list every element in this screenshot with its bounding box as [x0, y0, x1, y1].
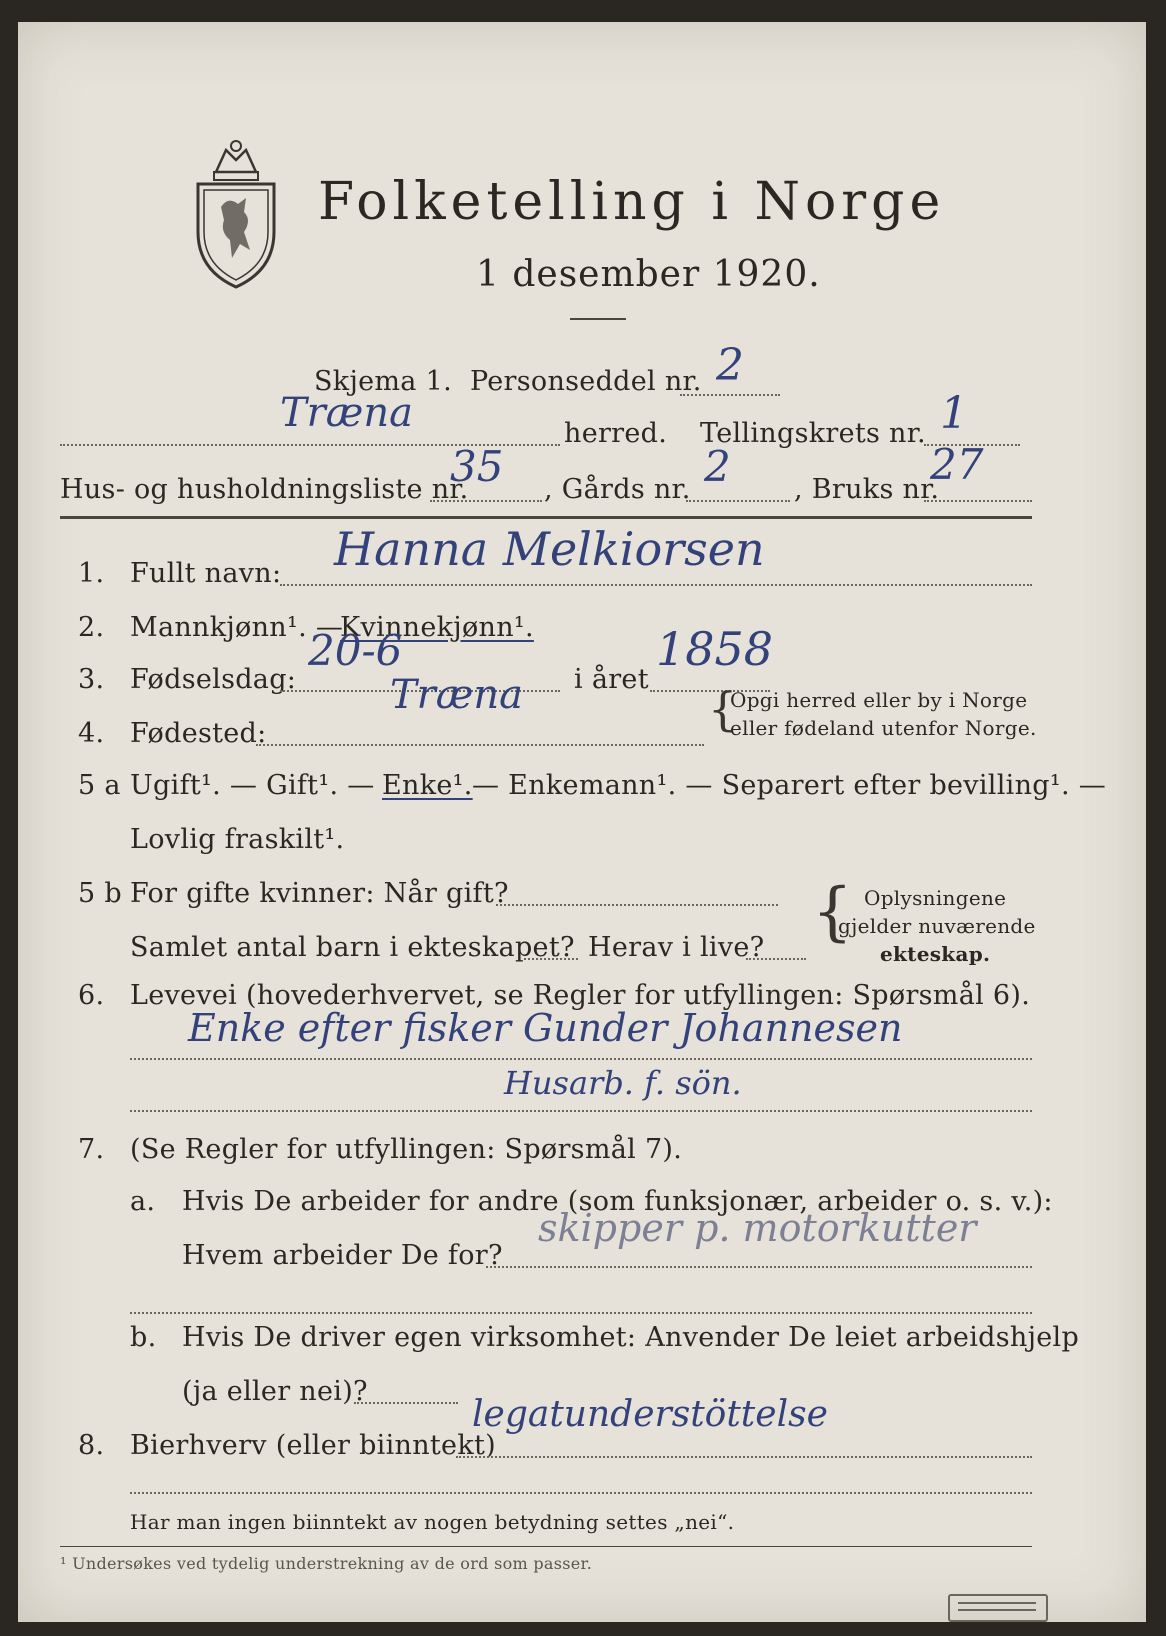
q5b-label-married: For gifte kvinner: Når gift?: [130, 878, 509, 909]
bruks-value[interactable]: 27: [930, 440, 984, 489]
q7b-label-yesno: (ja eller nei)?: [182, 1376, 368, 1407]
occupation-value-1[interactable]: Enke efter fisker Gunder Johannesen: [188, 1006, 903, 1050]
employer-value[interactable]: skipper p. motorkutter: [538, 1206, 977, 1250]
q7b-line: [354, 1402, 458, 1404]
hus-line: [430, 500, 542, 502]
q7a-letter: a.: [130, 1186, 156, 1217]
marital-options-2[interactable]: — Enkemann¹. — Separert efter bevilling¹. —: [472, 770, 1107, 801]
q1-line: [280, 584, 1032, 586]
q8-line-2: [130, 1492, 1032, 1494]
marital-options-1[interactable]: Ugift¹. — Gift¹. —: [130, 770, 375, 801]
q5b-married-line: [496, 904, 778, 906]
q4-label: Fødested:: [130, 718, 267, 749]
form-title: Folketelling i Norge: [318, 172, 946, 232]
bruks-label: , Bruks nr.: [794, 474, 940, 505]
tellingskrets-label: Tellingskrets nr.: [700, 418, 926, 449]
personseddel-line: [680, 394, 780, 396]
hus-label: Hus- og husholdningsliste nr.: [60, 474, 469, 505]
marital-option-divorced[interactable]: Lovlig fraskilt¹.: [130, 824, 345, 855]
title-divider: [570, 318, 626, 320]
birthday-value[interactable]: 20-6: [308, 626, 403, 675]
birth-year-value[interactable]: 1858: [656, 622, 774, 676]
herred-label: herred.: [564, 418, 668, 449]
q8-label: Bierhverv (eller biinntekt): [130, 1430, 496, 1461]
q7a-label-employer: Hvem arbeider De for?: [182, 1240, 503, 1271]
bruks-line: [924, 500, 1032, 502]
q5b-note-line2: gjelder nuværende: [838, 914, 1036, 938]
q4-brace: {: [708, 682, 738, 736]
q5b-note-line3: ekteskap.: [880, 942, 991, 966]
occupation-value-2[interactable]: Husarb. f. sön.: [504, 1064, 742, 1102]
q5a-number: 5 a: [78, 770, 121, 801]
full-name-value[interactable]: Hanna Melkiorsen: [334, 522, 765, 576]
personseddel-value[interactable]: 2: [716, 340, 744, 391]
q5b-note-line1: Oplysningene: [864, 886, 1007, 910]
q7b-label: Hvis De driver egen virksomhet: Anvender De leiet arbeidshjelp: [182, 1322, 1080, 1353]
q7a-label: Hvis De arbeider for andre (som funksjonær, arbeider o. s. v.):: [182, 1186, 1053, 1217]
q6-line-1: [130, 1058, 1032, 1060]
sex-male-option[interactable]: Mannkjønn¹. —: [130, 612, 344, 643]
q7a-line-2: [130, 1312, 1032, 1314]
q5b-label-alive: Herav i live?: [588, 932, 765, 963]
q5b-brace: {: [812, 875, 853, 949]
side-income-value[interactable]: legatunderstöttelse: [472, 1394, 828, 1435]
q5b-label-children: Samlet antal barn i ekteskapet?: [130, 932, 575, 963]
q8-line: [456, 1456, 1032, 1458]
q3-label: Fødselsdag:: [130, 664, 297, 695]
q3-number: 3.: [78, 664, 105, 695]
q6-line-2: [130, 1110, 1032, 1112]
hus-value[interactable]: 35: [450, 442, 504, 491]
skjema-label: Skjema 1.: [314, 366, 452, 397]
q7a-line: [486, 1266, 1032, 1268]
q7-number: 7.: [78, 1134, 105, 1165]
footer-footnote: ¹ Undersøkes ved tydelig understrekning av de ord som passer.: [60, 1554, 593, 1573]
census-form-page: [18, 22, 1146, 1622]
q5b-children-line: [524, 958, 578, 960]
q4-number: 4.: [78, 718, 105, 749]
gards-label: , Gårds nr.: [544, 474, 691, 505]
footer-note: Har man ingen biinntekt av nogen betydning settes „nei“.: [130, 1510, 735, 1534]
personseddel-label: Personseddel nr.: [470, 366, 702, 397]
header-rule: [60, 516, 1032, 519]
marital-option-widow[interactable]: Enke¹.: [382, 770, 473, 801]
printer-stamp: [948, 1594, 1048, 1622]
q5b-alive-line: [746, 958, 806, 960]
footer-rule: [60, 1546, 1032, 1547]
tellingskrets-value[interactable]: 1: [940, 388, 968, 439]
herred-value[interactable]: Træna: [280, 390, 414, 436]
q7-label: (Se Regler for utfyllingen: Spørsmål 7).: [130, 1134, 683, 1165]
q5b-number: 5 b: [78, 878, 122, 909]
sex-female-option[interactable]: Kvinnekjønn¹.: [340, 612, 534, 643]
q1-number: 1.: [78, 558, 105, 589]
q4-line: [256, 744, 704, 746]
year-label: i året: [574, 664, 649, 695]
q7b-letter: b.: [130, 1322, 157, 1353]
norwegian-coat-of-arms-icon: [186, 132, 286, 292]
q4-note-line2: eller fødeland utenfor Norge.: [730, 716, 1037, 740]
q6-number: 6.: [78, 980, 105, 1011]
q2-number: 2.: [78, 612, 105, 643]
birthplace-value[interactable]: Træna: [390, 672, 524, 718]
form-date: 1 desember 1920.: [476, 254, 821, 295]
q6-label: Levevei (hovederhvervet, se Regler for utfyllingen: Spørsmål 6).: [130, 980, 1031, 1011]
q1-label: Fullt navn:: [130, 558, 282, 589]
q8-number: 8.: [78, 1430, 105, 1461]
q4-note-line1: Opgi herred eller by i Norge: [730, 688, 1028, 712]
gards-line: [686, 500, 790, 502]
gards-value[interactable]: 2: [704, 442, 731, 491]
